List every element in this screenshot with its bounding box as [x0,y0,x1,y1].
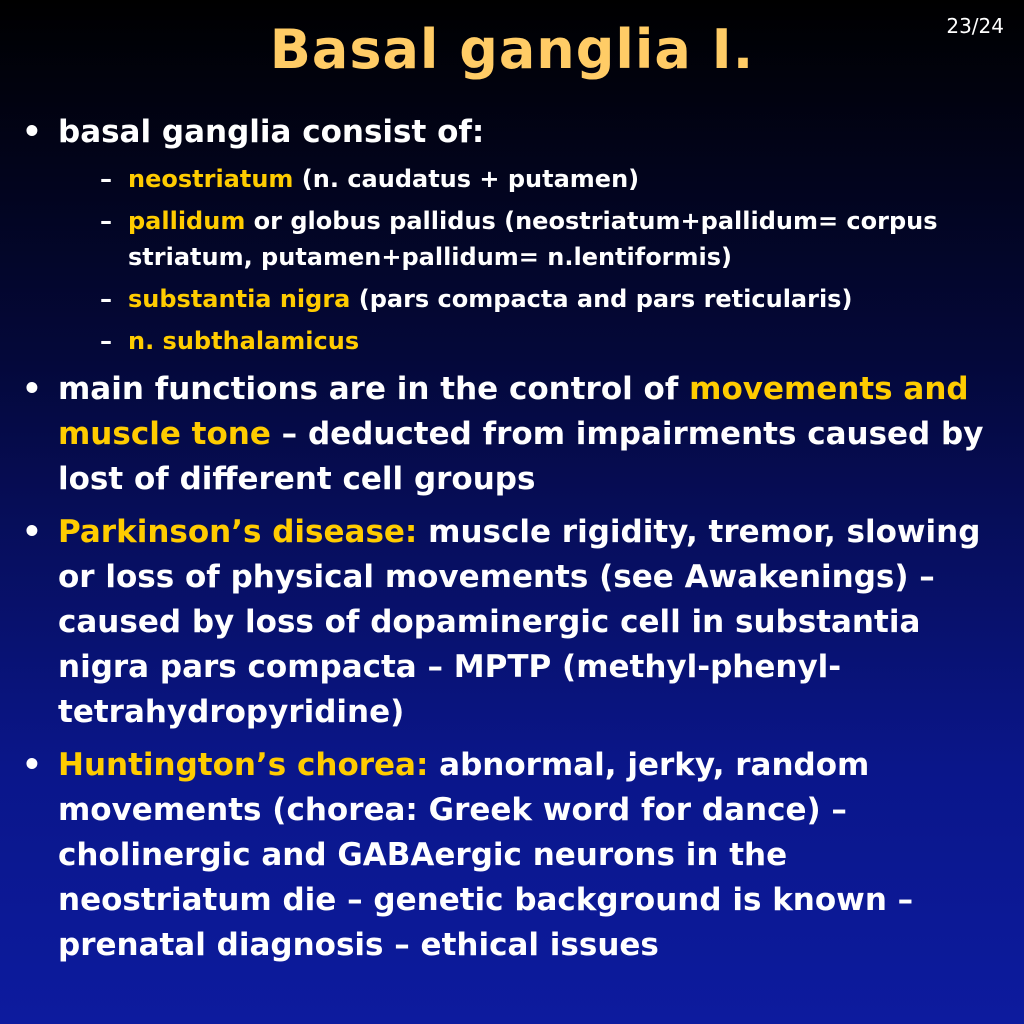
sub-item-term: n. subthalamicus [128,327,360,355]
bullet-basal-ganglia-components [22,110,1007,359]
bullet-main-functions [22,367,1007,502]
bullet-text-after: – deducted from impairments caused by lost of different cell groups [58,416,984,497]
bullet-huntingtons [22,743,1007,968]
page-number: 23/24 [946,14,1004,38]
slide-content [22,110,1007,976]
sub-item-term: neostriatum [128,165,294,193]
bullet-dot: • [22,371,42,407]
bullet-text: muscle rigidity, tremor, slowing or loss of physical movements (see Awakenings) – caused by loss of dopaminergic cell in substantia nigra pars compacta – MPTP (methyl-phenyl-tetrahydropyridine) [58,514,981,730]
bullet-dot: • [22,747,42,783]
sub-item-pallidum [84,203,1007,275]
sub-dash: – [100,327,112,355]
sub-item-text: or globus pallidus (neostriatum+pallidum= corpus striatum, putamen+pallidum= n.lentiformis) [128,207,938,271]
sub-dash: – [100,207,112,235]
sub-item-text: (pars compacta and pars reticularis) [350,285,853,313]
bullet-text: main functions are in the control of [58,371,690,407]
sub-item-term: substantia nigra [128,285,351,313]
sub-item-substantia-nigra [84,281,1007,317]
sub-list [58,161,1007,359]
sub-dash: – [100,165,112,193]
bullet-dot: • [22,514,42,550]
bullet-highlight: Parkinson’s disease: [58,514,418,550]
bullet-highlight: movements and muscle tone [58,371,969,452]
sub-item-term: pallidum [128,207,246,235]
bullet-text: abnormal, jerky, random movements (chorea: Greek word for dance) – cholinergic and GABAergic neurons in the neostriatum die – genetic background is known – prenatal diagnosis – ethical issues [58,747,914,963]
bullet-parkinsons [22,510,1007,735]
sub-item-subthalamicus [84,323,1007,359]
sub-item-text: (n. caudatus + putamen) [293,165,640,193]
sub-dash: – [100,285,112,313]
bullet-text: basal ganglia consist of: [58,114,485,150]
slide-title: Basal ganglia I. [269,18,755,81]
bullet-highlight: Huntington’s chorea: [58,747,429,783]
sub-item-neostriatum [84,161,1007,197]
bullet-dot: • [22,114,42,150]
